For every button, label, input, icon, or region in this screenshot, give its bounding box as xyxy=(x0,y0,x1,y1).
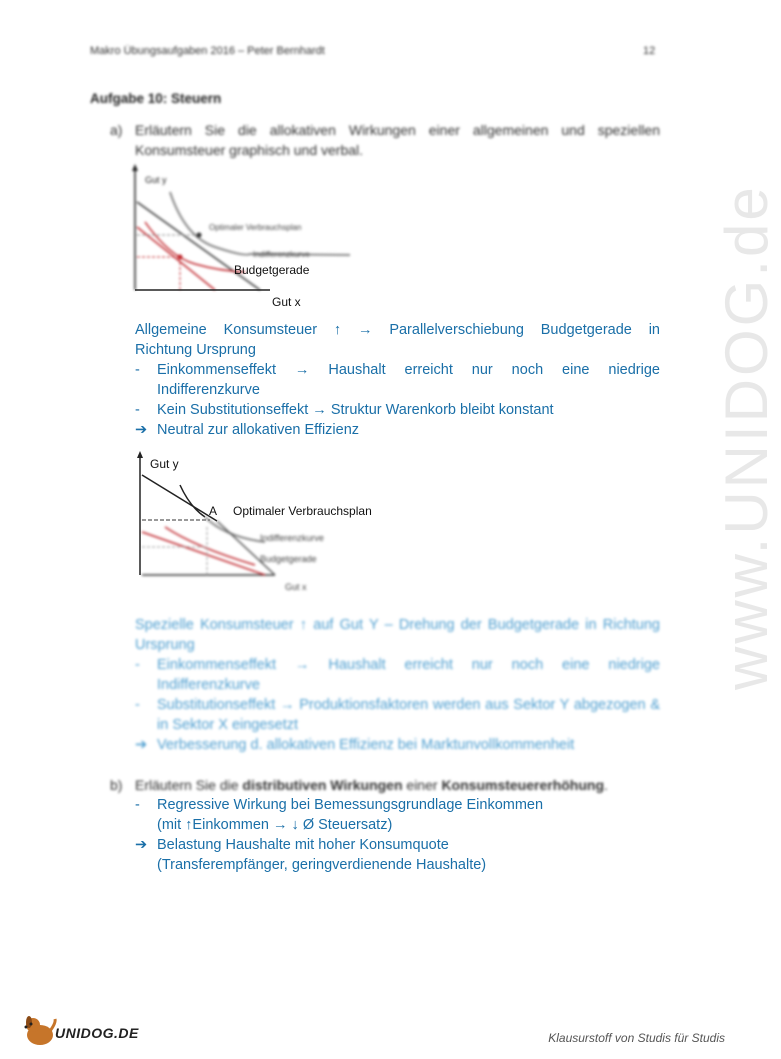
chart-general-tax xyxy=(125,162,365,312)
arrow-icon: ➔ xyxy=(135,422,148,438)
point-optimum xyxy=(197,233,202,238)
chart1-label-point: Optimaler Verbrauchsplan xyxy=(209,223,302,232)
general-tax-line1: Allgemeine Konsumsteuer ↑ → Parallelverschiebung Budgetgerade in xyxy=(135,322,660,338)
special-tax-section xyxy=(135,615,660,755)
arrow-icon: ➔ xyxy=(135,737,148,753)
arrow-icon: ➔ xyxy=(135,837,148,853)
dog-logo-icon xyxy=(22,1013,58,1049)
chart1-label-y: Gut y xyxy=(145,175,167,185)
special-tax-conclusion: ➔ Verbesserung d. allokativen Effizienz bei Marktunvollkommenheit xyxy=(135,737,575,753)
footer-slogan: Klausurstoff von Studis für Studis xyxy=(548,1031,725,1045)
question-b-label: b) xyxy=(110,777,123,793)
special-tax-bullet-1: - Einkommenseffekt → Haushalt erreicht nur noch eine niedrige Indifferenzkurve xyxy=(135,657,660,693)
general-tax-bullet-2: - Kein Substitutionseffekt → Struktur Warenkorb bleibt konstant xyxy=(135,402,554,418)
special-tax-line2: Ursprung xyxy=(135,637,195,653)
general-tax-bullet-1: - Einkommenseffekt → Haushalt erreicht nur noch eine niedrige Indifferenzkurve xyxy=(135,362,660,398)
chart2-label-x: Gut x xyxy=(285,582,307,592)
chart1-label-x: Gut x xyxy=(272,295,301,309)
chart2-label-y: Gut y xyxy=(150,457,179,471)
budget-line-shifted xyxy=(137,227,215,290)
logo-text: UNIDOG.DE xyxy=(55,1025,139,1041)
y-axis-arrow-2 xyxy=(137,451,143,458)
chart2-label-point: Optimaler Verbrauchsplan xyxy=(233,504,372,518)
header-title: Makro Übungsaufgaben 2016 – Peter Bernhardt xyxy=(90,45,325,57)
general-tax-line2: Richtung Ursprung xyxy=(135,342,256,358)
question-b xyxy=(110,775,660,795)
budget-line-2 xyxy=(142,475,217,521)
chart-special-tax xyxy=(125,447,415,597)
special-tax-bullet-2: - Substitutionseffekt → Produktionsfaktoren werden aus Sektor Y abgezogen & in Sektor X eingesetzt xyxy=(135,697,660,733)
distributive-conclusion: ➔ Belastung Haushalte mit hoher Konsumquote (Transferempfänger, geringverdienende Haushalte) xyxy=(135,837,487,873)
page-number: 12 xyxy=(643,45,656,57)
chart1-label-indiff: Indifferenzkurve xyxy=(253,250,310,259)
y-axis-arrow xyxy=(132,164,138,171)
watermark: www.UNIDOG.de xyxy=(713,184,780,690)
general-tax-conclusion: ➔ Neutral zur allokativen Effizienz xyxy=(135,422,360,438)
special-tax-line1: Spezielle Konsumsteuer ↑ auf Gut Y – Drehung der Budgetgerade in Richtung xyxy=(135,617,660,633)
distributive-bullet-1: - Regressive Wirkung bei Bemessungsgrundlage Einkommen (mit ↑Einkommen → ↓ Ø Steuersatz) xyxy=(135,797,544,833)
task-title: Aufgabe 10: Steuern xyxy=(90,91,222,106)
budget-line-2-lower xyxy=(217,521,275,575)
question-a xyxy=(110,120,660,160)
question-a-text: Erläutern Sie die allokativen Wirkungen einer allgemeinen und speziellen Konsumsteuer graphisch und verbal. xyxy=(135,122,660,158)
general-tax-section xyxy=(135,320,660,440)
indifference-curve-2-red xyxy=(165,527,255,565)
chart2-label-indiff: Indifferenzkurve xyxy=(260,533,324,543)
question-b-text: Erläutern Sie die distributiven Wirkungen einer Konsumsteuererhöhung. xyxy=(135,777,608,793)
question-a-label: a) xyxy=(110,122,123,138)
chart1-label-budget: Budgetgerade xyxy=(234,263,310,277)
chart2-label-budget: Budgetgerade xyxy=(260,554,317,564)
point-new xyxy=(178,255,183,260)
distributive-section xyxy=(135,795,660,875)
chart2-label-a: A xyxy=(209,504,218,518)
